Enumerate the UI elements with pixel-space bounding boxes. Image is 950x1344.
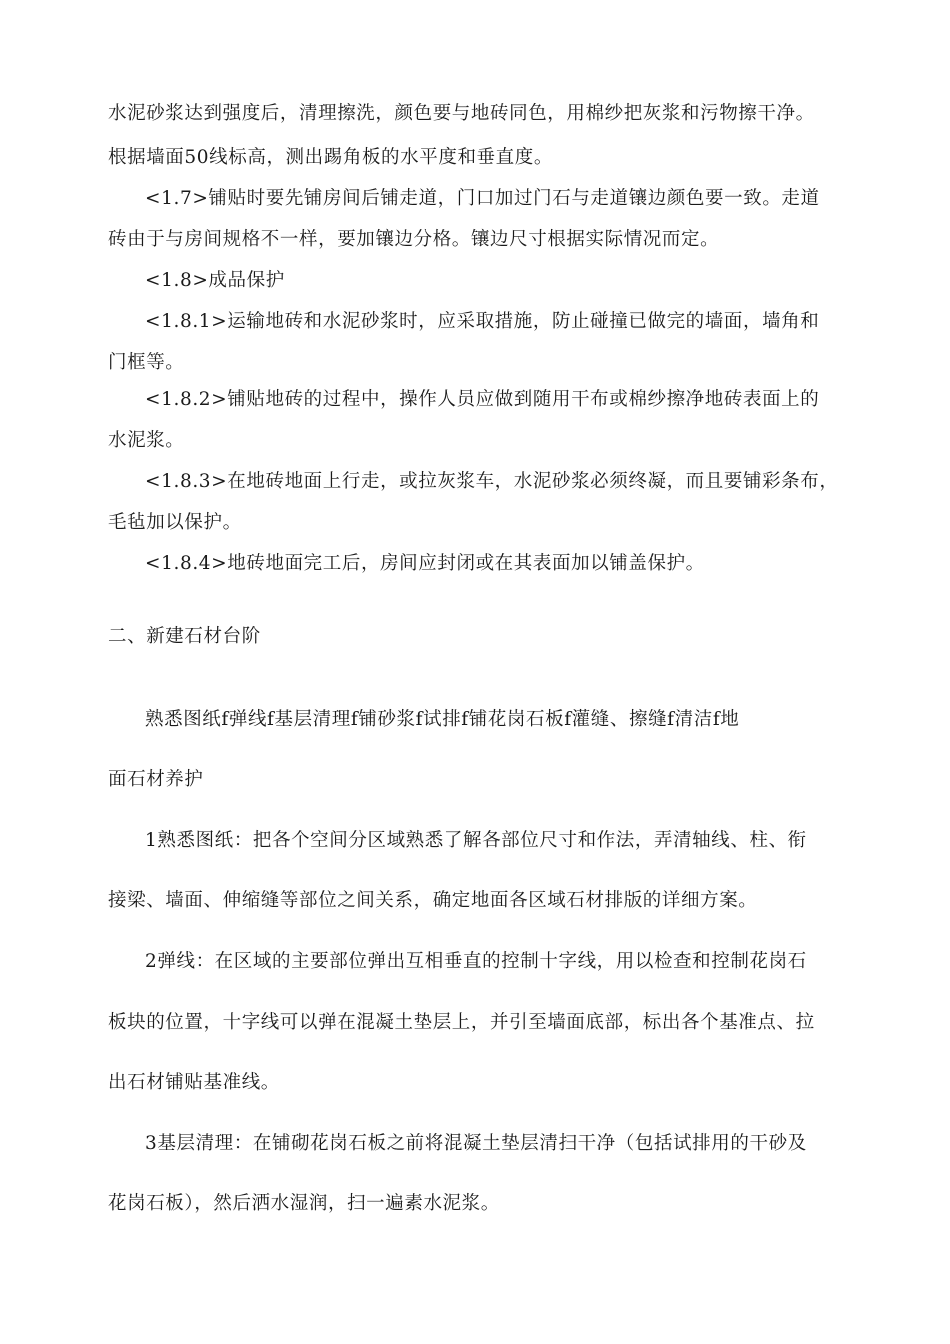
text-line: 水泥浆。 (108, 430, 185, 451)
text-line: 2弹线：在区域的主要部位弹出互相垂直的控制十字线，用以检查和控制花岗石 (145, 951, 807, 972)
text-line: 接梁、墙面、伸缩缝等部位之间关系，确定地面各区域石材排版的详细方案。 (108, 890, 758, 911)
text-line: 出石材铺贴基准线。 (108, 1072, 280, 1093)
text-line: <1.8.3>在地砖地面上行走，或拉灰浆车，水泥砂浆必须终凝，而且要铺彩条布， (145, 471, 839, 492)
section-heading: <1.8>成品保护 (145, 270, 285, 291)
text-line: 3基层清理：在铺砌花岗石板之前将混凝土垫层清扫干净（包括试排用的干砂及 (145, 1133, 807, 1154)
text-line: 门框等。 (108, 352, 185, 373)
text-line: <1.8.1>运输地砖和水泥砂浆时，应采取措施，防止碰撞已做完的墙面，墙角和 (145, 311, 820, 332)
text-line: 面石材养护 (108, 769, 204, 790)
text-line: 毛毡加以保护。 (108, 512, 242, 533)
text-line: 板块的位置，十字线可以弹在混凝土垫层上，并引至墙面底部，标出各个基准点、拉 (108, 1012, 815, 1033)
text-line: 根据墙面50线标高，测出踢角板的水平度和垂直度。 (108, 147, 553, 168)
section-heading: 二、新建石材台阶 (108, 626, 261, 647)
text-line: <1.8.2>铺贴地砖的过程中，操作人员应做到随用干布或棉纱擦净地砖表面上的 (145, 389, 820, 410)
text-line: 熟悉图纸f弹线f基层清理f铺砂浆f试排f铺花岗石板f灌缝、擦缝f清洁f地 (145, 709, 740, 730)
text-line: <1.8.4>地砖地面完工后，房间应封闭或在其表面加以铺盖保护。 (145, 553, 705, 574)
text-line: 1熟悉图纸：把各个空间分区域熟悉了解各部位尺寸和作法，弄清轴线、柱、衔 (145, 830, 807, 851)
text-line: 砖由于与房间规格不一样，要加镶边分格。镶边尺寸根据实际情况而定。 (108, 229, 720, 250)
text-line: <1.7>铺贴时要先铺房间后铺走道，门口加过门石与走道镶边颜色要一致。走道 (145, 188, 820, 209)
text-line: 花岗石板），然后洒水湿润，扫一遍素水泥浆。 (108, 1193, 500, 1214)
text-line: 水泥砂浆达到强度后，清理擦洗，颜色要与地砖同色，用棉纱把灰浆和污物擦干净。 (108, 103, 815, 124)
